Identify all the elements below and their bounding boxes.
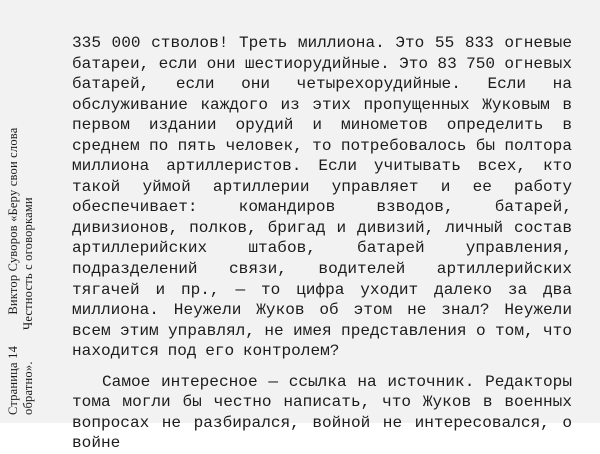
running-header-row-1 [6,128,20,415]
book-title-continuation: обратно». [21,361,35,415]
page-body [72,33,572,454]
paragraph: 335 000 стволов! Треть миллиона. Это 55 833 огневые батареи, если они шестиорудийные. Это 83 750 огневых батарей, если они четырехорудийные. Если на обслуживание каждого из этих пропущенных Жуковым в первом издании орудий и минометов определить в среднем по пять человек, то потребовалось бы полтора миллиона артиллеристов. Если учитывать всех, кто такой уймой артиллерии управляет и ее работу обеспечивает: командиров взводов, батарей, дивизионов, полков, бригад и дивизий, личный состав артиллерийских штабов, батарей управления, подразделений связи, водителей артиллерийских тягачей и пр., — то цифра уходит далеко за два миллиона. Неужели Жуков об этом не знал? Неужели всем этим управлял, не имея представления о том, что находится под его контролем? [72,34,572,361]
chapter-title: Честность с оговорками [21,197,35,330]
running-header [0,0,62,423]
page-number: Страница 14 [6,345,20,415]
paragraph: Самое интересное — ссылка на источник. Редакторы тома могли бы честно написать, что Жуков в военных вопросах не разбирался, войной не интересовался, о войне [72,372,572,453]
running-header-row-2 [21,197,35,415]
book-title: Виктор Суворов «Беру свои слова [6,127,20,315]
